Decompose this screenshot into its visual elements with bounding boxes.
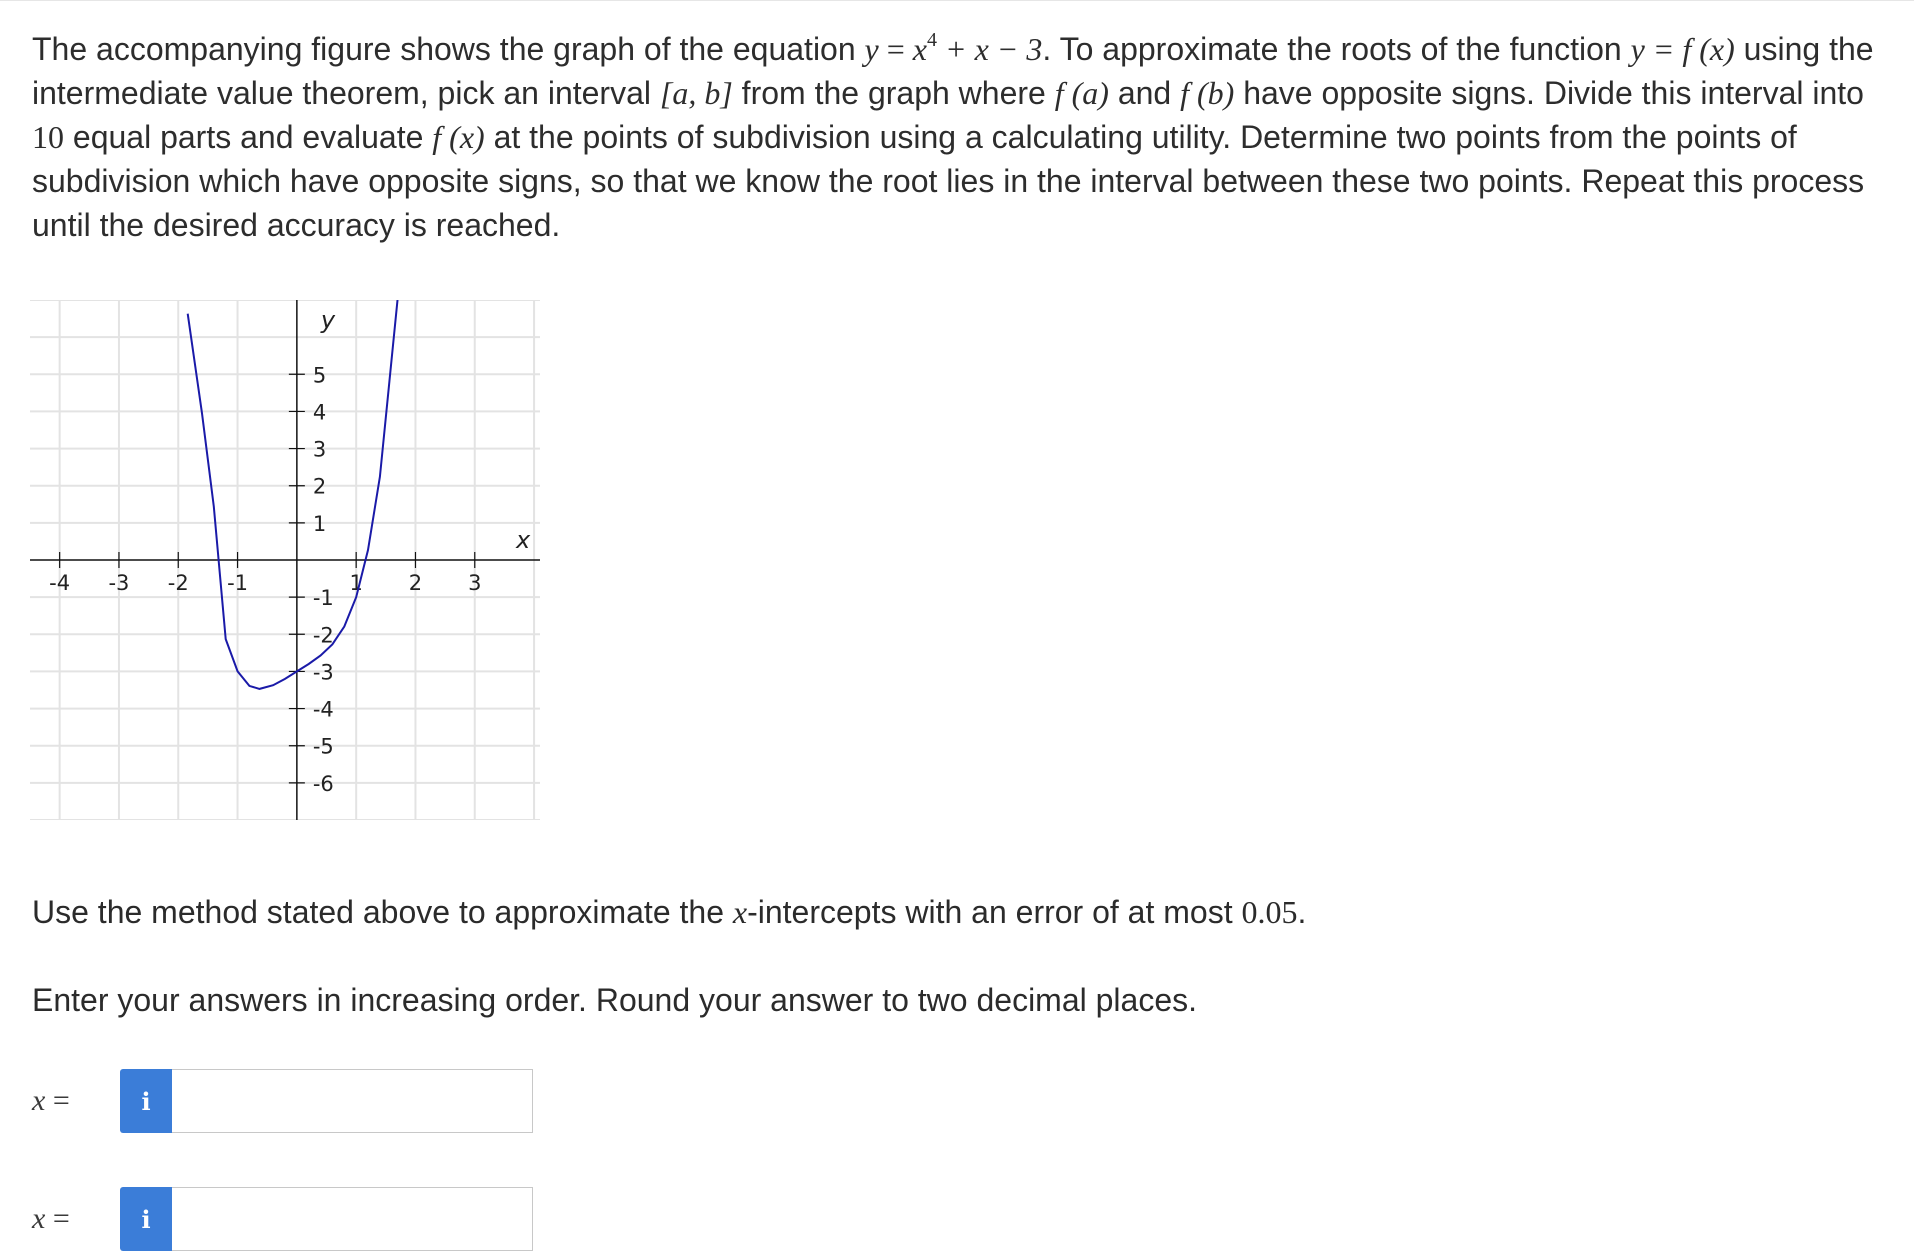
x-axis-label: x — [516, 526, 531, 554]
answer-input-2[interactable] — [172, 1187, 533, 1251]
info-icon[interactable]: i — [120, 1069, 172, 1133]
x-tick-label: 1 — [349, 571, 363, 595]
x-tick-label: 2 — [408, 571, 423, 595]
x-tick-label: -4 — [49, 571, 71, 595]
info-icon[interactable]: i — [120, 1187, 172, 1251]
problem-statement: The accompanying figure shows the graph of the equation $y = x^4 + x - 3$. To approximate the roots of the function y = f (x) using the intermediate value theorem, pick an interval [a, b] from the graph where f (a) and f (b) have opposite signs. Divide this interval into 10 equal parts and evaluate f (x) at the points of subdivision using a calculating utility. Determine two points from the points of subdivision which have opposite signs, so that we know the root lies in the interval between these two points. Repeat this process until the desired accuracy is reached. — [32, 29, 1874, 243]
instruction-order: Enter your answers in increasing order. Round your answer to two decimal places. — [32, 982, 1198, 1018]
answer-row-1 — [32, 1068, 533, 1134]
y-axis-label: y — [320, 306, 336, 334]
y-tick-label: -3 — [312, 660, 334, 685]
top-divider — [0, 0, 1914, 1]
y-tick-label: 4 — [312, 400, 327, 425]
answer-row-2 — [32, 1186, 533, 1252]
axes — [30, 300, 540, 820]
function-curve — [188, 300, 398, 689]
y-tick-label: 2 — [312, 474, 327, 499]
x-tick-label: -1 — [227, 571, 249, 595]
answer-label-1: x = — [32, 1084, 70, 1117]
y-tick-label: -5 — [312, 734, 334, 759]
y-tick-label: 5 — [312, 363, 327, 388]
y-tick-label: -6 — [312, 771, 334, 796]
y-tick-label: -4 — [312, 697, 334, 722]
y-tick-label: -1 — [312, 586, 334, 611]
y-tick-label: -2 — [312, 623, 334, 648]
function-graph — [30, 300, 540, 820]
answer-label-2: x = — [32, 1202, 70, 1235]
x-tick-label: -3 — [108, 571, 130, 595]
tick-labels — [49, 363, 481, 796]
instruction-error: Use the method stated above to approximate the x-intercepts with an error of at most 0.05. — [32, 894, 1307, 930]
x-tick-label: -2 — [167, 571, 189, 595]
answer-input-1[interactable] — [172, 1069, 533, 1133]
x-tick-label: 3 — [468, 571, 482, 595]
y-tick-label: 3 — [312, 437, 327, 462]
y-tick-label: 1 — [312, 511, 327, 536]
